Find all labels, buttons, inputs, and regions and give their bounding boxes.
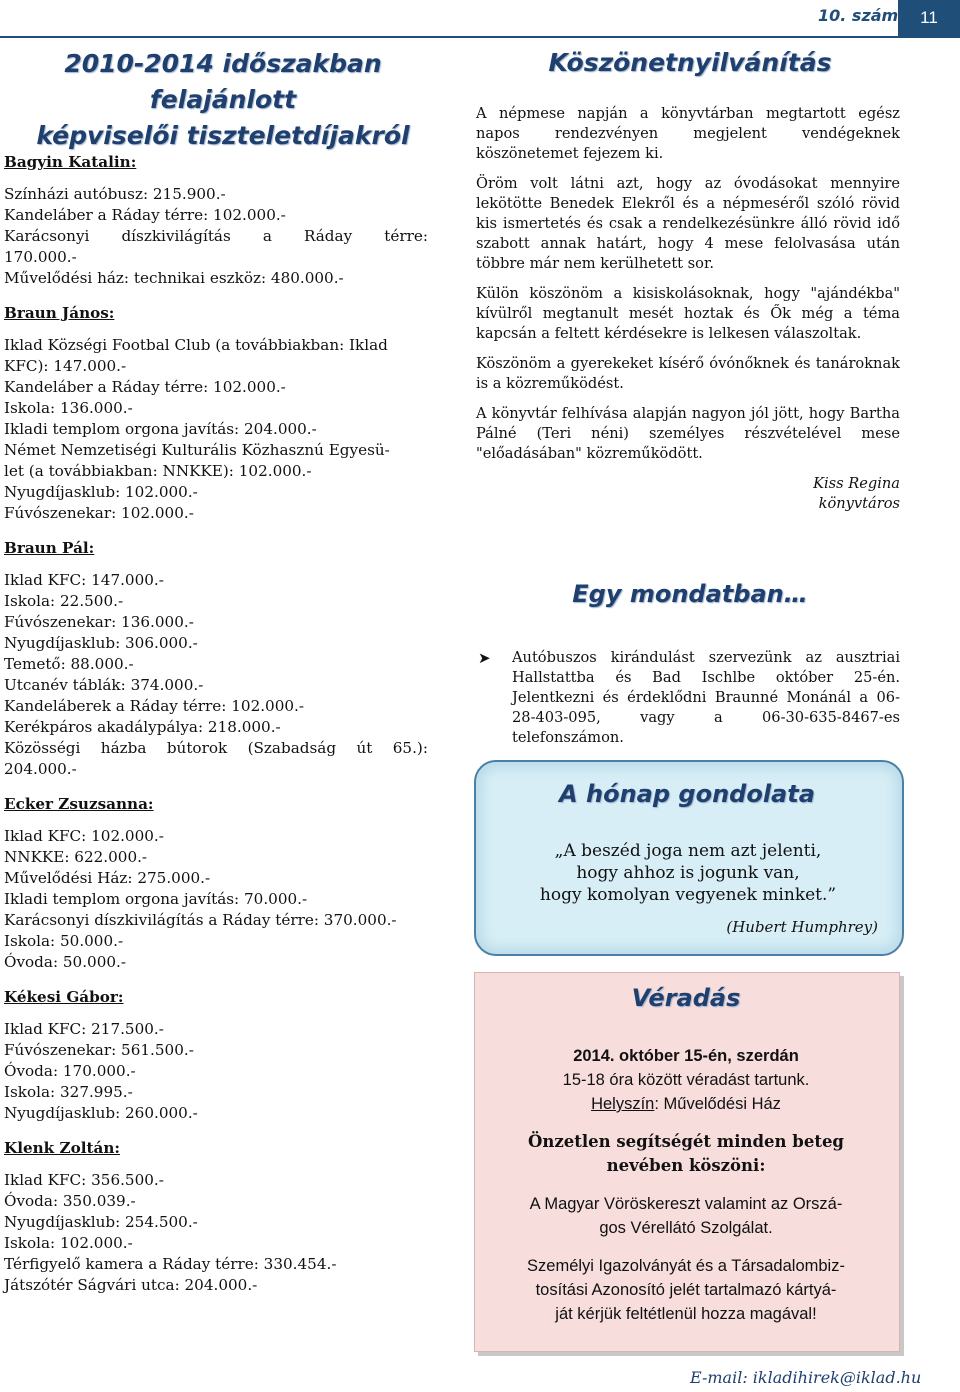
donor-name: Braun Pál: <box>4 539 95 557</box>
quote-line: „A beszéd joga nem azt jelenti, <box>554 841 822 861</box>
word: házba <box>100 739 147 757</box>
blood-donation-text <box>486 1044 886 1326</box>
quote-author: (Hubert Humphrey) <box>726 918 878 936</box>
quote-title: A hónap gondolata <box>559 780 815 808</box>
donation-line: Kandeláberek a Ráday térre: 102.000.- <box>4 697 305 715</box>
donation-place <box>486 1092 886 1116</box>
word: térre: <box>384 227 428 245</box>
quote-line: hogy komolyan vegyenek minket.” <box>539 885 837 905</box>
arrow-bullet-icon: ➤ <box>478 649 491 667</box>
donation-line: Nyugdíjasklub: 306.000.- <box>4 634 198 652</box>
donation-line: Iskola: 102.000.- <box>4 1234 133 1252</box>
donation-date: 2014. október 15-én, szerdán <box>573 1047 799 1065</box>
donor-name: Bagyin Katalin: <box>4 153 137 171</box>
donations-list <box>4 152 428 1296</box>
donation-org: gos Vérellátó Szolgálat. <box>599 1219 773 1237</box>
word: 65.): <box>392 739 428 757</box>
donation-line: Nyugdíjasklub: 260.000.- <box>4 1104 198 1122</box>
donation-line: 170.000.- <box>4 248 77 266</box>
left-title-line2: képviselői tiszteletdíjakról <box>36 121 410 150</box>
donation-line: Játszótér Ságvári utca: 204.000.- <box>4 1276 258 1294</box>
quote-text <box>490 840 886 906</box>
donation-org: A Magyar Vöröskereszt valamint az Orszá- <box>529 1195 843 1213</box>
donation-line: Iklad KFC: 356.500.- <box>4 1171 164 1189</box>
news-item <box>476 648 900 748</box>
donation-line: Utcanév táblák: 374.000.- <box>4 676 204 694</box>
donation-place-value: : Művelődési Ház <box>654 1095 781 1113</box>
news-item-text: Autóbuszos kirándulást szervezünk az ausztriai Hallstattba és Bad Ischlbe október 25-én. Jelentkezni és érdeklődni Braunné Monánál a 06-28-403-095, vagy a 06-30-635-8467-es telefonszámon. <box>512 649 900 746</box>
donation-line: Kandeláber a Ráday térre: 102.000.- <box>4 378 286 396</box>
donation-line: Karácsonyi díszkivilágítás a Ráday térre: 370.000.- <box>4 911 397 929</box>
thanks-article <box>476 104 900 514</box>
donation-line: Művelődési ház: technikai eszköz: 480.000.- <box>4 269 344 287</box>
donation-line: Fúvószenekar: 561.500.- <box>4 1041 194 1059</box>
donation-place-label: Helyszín <box>591 1095 655 1113</box>
donation-request: tosítási Azonosító jelét tartalmazó kártyá- <box>535 1281 837 1299</box>
footer-email[interactable]: E-mail: ikladihirek@iklad.hu <box>690 1368 922 1387</box>
donor-name: Braun János: <box>4 304 115 322</box>
word: díszkivilágítás <box>121 227 231 245</box>
donation-line: Kandeláber a Ráday térre: 102.000.- <box>4 206 286 224</box>
donation-line: Óvoda: 350.039.- <box>4 1192 136 1210</box>
donation-request: Személyi Igazolványát és a Társadalombiz- <box>527 1257 845 1275</box>
donation-line: Ikladi templom orgona javítás: 204.000.- <box>4 420 317 438</box>
donation-line: Temető: 88.000.- <box>4 655 134 673</box>
donation-line: Iklad Községi Footbal Club (a továbbiakban: Iklad <box>4 336 388 354</box>
donation-line <box>4 738 428 759</box>
page-number: 11 <box>898 0 960 36</box>
thanks-paragraph: Külön köszönöm a kisiskolásoknak, hogy "ajándékba" kívülről megtanult mesét hoztak és Ők még a téma kapcsán a feltett kérdésekre is lelkesen válaszoltak. <box>476 285 900 342</box>
thanks-paragraph: Öröm volt látni azt, hogy az óvodásokat mennyire lekötötte Benedek Elekről és a népmeséről szóló rövid kis ismertetés és csak a rendelkezésünkre álló rövid idő szabott annak határt, hogy 4 mese felolvasása után többre már nem kerülhetett sor. <box>476 175 900 272</box>
donation-line: Iskola: 50.000.- <box>4 932 124 950</box>
word: út <box>356 739 373 757</box>
donation-line: Fúvószenekar: 102.000.- <box>4 504 194 522</box>
donation-line: KFC): 147.000.- <box>4 357 127 375</box>
signature-name: Kiss Regina <box>813 475 900 492</box>
donation-request: ját kérjük feltétlenül hozza magával! <box>555 1305 817 1323</box>
word: (Szabadság <box>247 739 337 757</box>
donation-line: 204.000.- <box>4 760 77 778</box>
donor-name: Kékesi Gábor: <box>4 988 124 1006</box>
word: Közösségi <box>4 739 81 757</box>
donation-line: Iskola: 22.500.- <box>4 592 124 610</box>
donation-line <box>4 226 428 247</box>
donation-line: Iskola: 136.000.- <box>4 399 133 417</box>
donation-line: Nyugdíjasklub: 254.500.- <box>4 1213 198 1231</box>
issue-number: 10. szám <box>818 6 899 25</box>
donation-line: Ikladi templom orgona javítás: 70.000.- <box>4 890 308 908</box>
left-title-line1: 2010-2014 időszakban felajánlott <box>64 49 382 114</box>
donation-line: Német Nemzetiségi Kulturális Közhasznú Egyesü- <box>4 441 390 459</box>
donor-name: Klenk Zoltán: <box>4 1139 120 1157</box>
donation-line: Fúvószenekar: 136.000.- <box>4 613 194 631</box>
donation-line: Iklad KFC: 102.000.- <box>4 827 164 845</box>
thanks-paragraph: A könyvtár felhívása alapján nagyon jól jött, hogy Bartha Pálné (Teri néni) személyes részvételével mese "előadásában" közreműködött. <box>476 405 900 462</box>
signature-role: könyvtáros <box>818 495 900 512</box>
donation-thanks: Önzetlen segítségét minden beteg <box>528 1132 844 1151</box>
word: Ráday <box>303 227 353 245</box>
donor-name: Ecker Zsuzsanna: <box>4 795 154 813</box>
donation-line: Óvoda: 50.000.- <box>4 953 126 971</box>
left-title <box>8 46 438 154</box>
thanks-paragraph: A népmese napján a könyvtárban megtartott egész napos rendezvényen megjelent vendégeknek köszönetemet fejezem ki. <box>476 105 900 162</box>
right-title: Köszönetnyilvánítás <box>548 48 832 77</box>
donation-line: NNKKE: 622.000.- <box>4 848 148 866</box>
word: bútorok <box>166 739 228 757</box>
donation-line: Iskola: 327.995.- <box>4 1083 133 1101</box>
word: Karácsonyi <box>4 227 90 245</box>
donation-time: 15-18 óra között véradást tartunk. <box>562 1071 810 1089</box>
blood-donation-title: Véradás <box>631 984 741 1012</box>
donation-thanks: nevében köszöni: <box>606 1156 766 1175</box>
donation-line: Nyugdíjasklub: 102.000.- <box>4 483 198 501</box>
quote-line: hogy ahhoz is jogunk van, <box>576 863 800 883</box>
donation-line: Színházi autóbusz: 215.900.- <box>4 185 226 203</box>
donation-line: let (a továbbiakban: NNKKE): 102.000.- <box>4 462 312 480</box>
donation-line: Kerékpáros akadálypálya: 218.000.- <box>4 718 281 736</box>
egy-mondatban-title: Egy mondatban… <box>572 580 808 608</box>
donation-line: Iklad KFC: 217.500.- <box>4 1020 164 1038</box>
donation-line: Iklad KFC: 147.000.- <box>4 571 164 589</box>
word: a <box>262 227 272 245</box>
header-rule <box>0 36 960 38</box>
donation-line: Óvoda: 170.000.- <box>4 1062 136 1080</box>
thanks-paragraph: Köszönöm a gyerekeket kísérő óvónőknek és tanároknak is a közreműködést. <box>476 355 900 392</box>
donation-line: Térfigyelő kamera a Ráday térre: 330.454.- <box>4 1255 337 1273</box>
donation-line: Művelődési Ház: 275.000.- <box>4 869 211 887</box>
